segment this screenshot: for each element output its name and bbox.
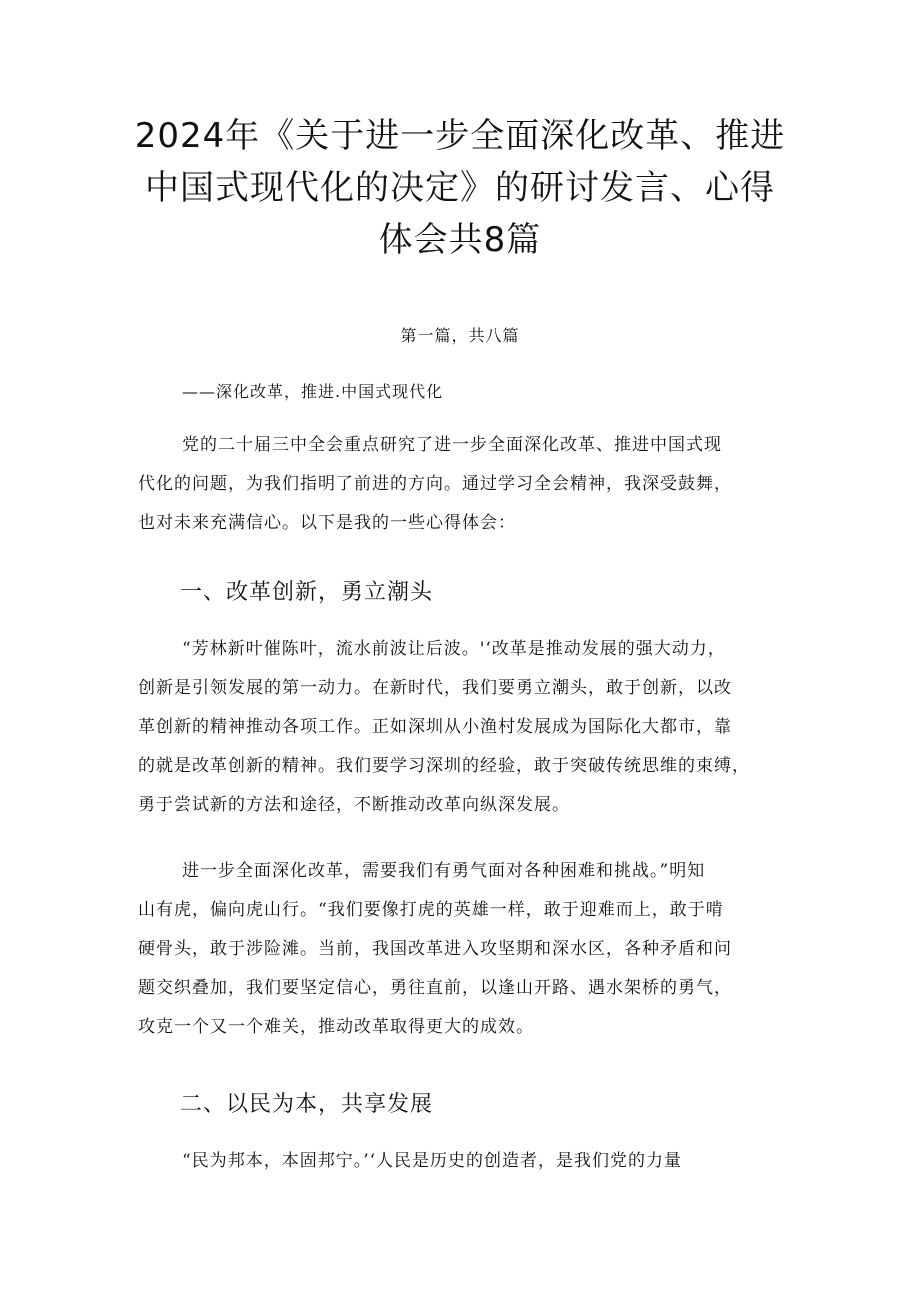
paragraph-line: “芳林新叶催陈叶，流水前波让后波。'‘改革是推动发展的强大动力， xyxy=(182,639,726,659)
paragraph-line: 进一步全面深化改革，需要我们有勇气面对各种困难和挑战。”明知 xyxy=(182,861,706,881)
title-line: 2024年《关于进一步全面深化改革、推进 xyxy=(134,116,786,156)
section1-paragraph-1 xyxy=(138,630,788,825)
document-subtitle: 第一篇，共八篇 xyxy=(400,326,520,345)
paragraph-line: 山有虎，偏向虎山行。“我们要像打虎的英雄一样，敢于迎难而上，敢于啃 xyxy=(138,900,724,920)
title-line: 体会共8篇 xyxy=(378,220,542,260)
paragraph-line: “民为邦本，本固邦宁。’‘人民是历史的创造者，是我们党的力量 xyxy=(182,1151,682,1171)
paragraph-line: 革创新的精神推动各项工作。正如深圳从小渔村发展成为国际化大都市，靠 xyxy=(138,717,732,737)
intro-paragraph xyxy=(138,426,788,543)
paragraph-line: 的就是改革创新的精神。我们要学习深圳的经验，敢于突破传统思维的束缚， xyxy=(138,756,750,776)
title-line: 中国式现代化的决定》的研讨发言、心得 xyxy=(145,168,775,208)
paragraph-line: 也对未来充满信心。以下是我的一些心得体会： xyxy=(138,513,516,533)
section-heading: 二、以民为本，共享发展 xyxy=(180,1092,434,1117)
paragraph-line: 题交织叠加，我们要坚定信心，勇往直前，以逢山开路、遇水架桥的勇气， xyxy=(138,978,732,998)
paragraph-line: 硬骨头，敢于涉险滩。当前，我国改革进入攻坚期和深水区，各种矛盾和问 xyxy=(138,939,732,959)
document-byline: ——深化改革，推进.中国式现代化 xyxy=(182,382,444,401)
section2-paragraph-1 xyxy=(138,1142,788,1181)
section1-paragraph-2 xyxy=(138,852,788,1047)
document-title xyxy=(120,110,800,266)
section-heading: 一、改革创新，勇立潮头 xyxy=(180,580,434,605)
paragraph-line: 代化的问题，为我们指明了前进的方向。通过学习全会精神，我深受鼓舞， xyxy=(138,474,732,494)
paragraph-line: 党的二十届三中全会重点研究了进一步全面深化改革、推进中国式现 xyxy=(182,435,722,455)
paragraph-line: 勇于尝试新的方法和途径，不断推动改革向纵深发展。 xyxy=(138,795,570,815)
paragraph-line: 创新是引领发展的第一动力。在新时代，我们要勇立潮头，敢于创新，以改 xyxy=(138,678,732,698)
paragraph-line: 攻克一个又一个难关，推动改革取得更大的成效。 xyxy=(138,1017,534,1037)
